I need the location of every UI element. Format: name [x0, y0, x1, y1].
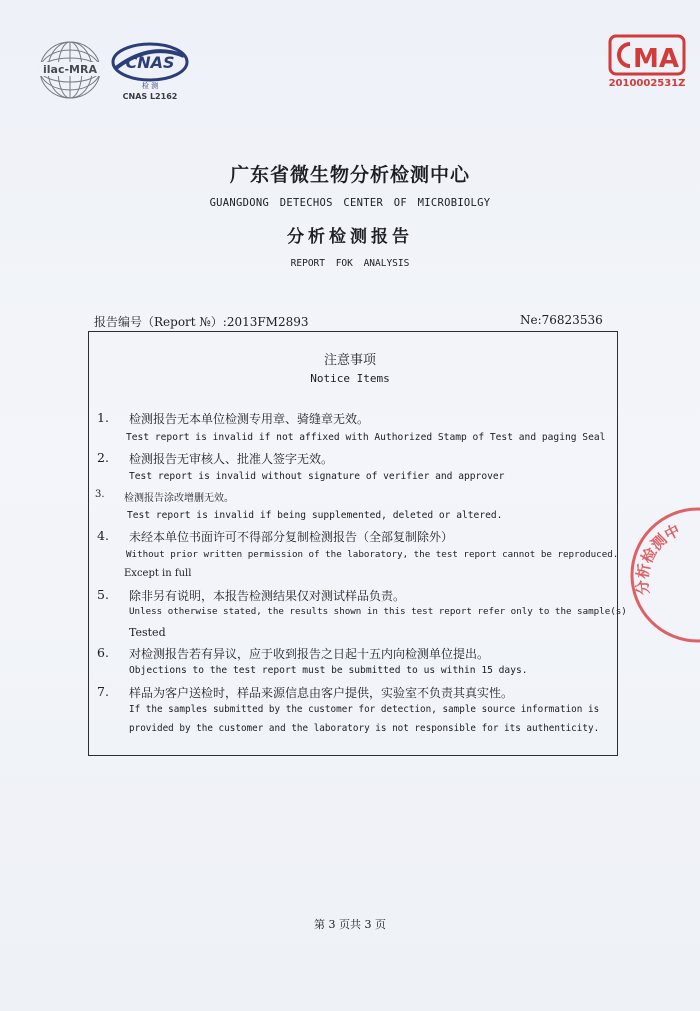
cma-emblem-icon	[606, 34, 688, 78]
notice-item-cn: 样品为客户送检时，样品来源信息由客户提供，实验室不负责其真实性。	[129, 686, 514, 700]
report-title-en: REPORT FOK ANALYSIS	[290, 258, 410, 269]
notice-item-number: 4.	[97, 528, 109, 543]
notice-item-cn: 未经本单位书面许可不得部分复制检测报告（全部复制除外）	[129, 530, 454, 544]
notice-item-en: Test report is invalid without signature of verifier and approver	[129, 471, 505, 482]
notice-item-en: Unless otherwise stated, the results shown in this test report refer only to the sample(s)	[129, 606, 627, 617]
notice-item-number: 3.	[95, 489, 105, 500]
notice-item-en: Objections to the test report must be submitted to us within 15 days.	[129, 665, 528, 676]
notice-item-number: 6.	[97, 645, 109, 660]
report-title-cn: 分析检测报告	[287, 227, 413, 247]
cma-logo	[606, 34, 688, 90]
notice-item-cn: 检测报告无本单位检测专用章、骑缝章无效。	[129, 412, 370, 426]
notice-item-number: 5.	[97, 587, 109, 602]
cnas-code: CNAS L2162	[122, 92, 178, 101]
notice-item-cn: 除非另有说明，本报告检测结果仅对测试样品负责。	[129, 589, 406, 603]
ilac-logo-text: ilac-MRA	[43, 63, 97, 76]
notice-item-number: 1.	[97, 410, 109, 425]
cnas-emblem-icon	[110, 38, 190, 102]
notice-item-number: 2.	[97, 450, 109, 465]
cnas-sub-text: 检 测	[141, 82, 159, 90]
notice-item-en-cont: Tested	[129, 626, 166, 639]
seal-text: 分析检测中心	[633, 521, 684, 596]
notice-item-en: If the samples submitted by the customer for detection, sample source information is	[129, 704, 600, 715]
notice-item-cn: 检测报告无审核人、批准人签字无效。	[129, 452, 334, 466]
cma-number: 2010002531Z	[608, 78, 686, 89]
notice-item-en: Without prior written permission of the laboratory, the test report cannot be reproduced.	[126, 549, 619, 560]
notice-item-cn: 检测报告涂改增删无效。	[124, 493, 234, 504]
ilac-mra-logo	[34, 38, 106, 102]
page-number: 第 3 页共 3 页	[314, 918, 386, 931]
notice-item-en: Test report is invalid if not affixed with Authorized Stamp of Test and paging Seal	[126, 432, 606, 443]
ne-number: Ne:76823536	[520, 313, 603, 327]
cnas-logo	[110, 38, 190, 102]
center-title-cn: 广东省微生物分析检测中心	[229, 164, 470, 186]
cma-logo-text: MA	[633, 44, 679, 74]
notice-title-cn: 注意事项	[323, 353, 376, 368]
cnas-logo-text: CNAS	[125, 53, 175, 72]
center-title-en: GUANGDONG DETECHOS CENTER OF MICROBIOLGY	[209, 197, 491, 209]
notice-title-en: Notice Items	[310, 372, 390, 385]
notice-item-en-cont: Except in full	[124, 568, 192, 579]
notice-item-en-cont: provided by the customer and the laboratory is not responsible for its authenticity.	[129, 723, 600, 734]
notice-item-cn: 对检测报告若有异议，应于收到报告之日起十五内向检测单位提出。	[129, 647, 490, 661]
notice-item-en: Test report is invalid if being supplemented, deleted or altered.	[127, 510, 503, 521]
notice-item-number: 7.	[97, 684, 109, 699]
report-number: 报告编号（Report №）:2013FM2893	[94, 315, 309, 329]
red-seal-stamp	[628, 500, 700, 650]
ilac-globe-icon	[34, 38, 106, 102]
seal-icon	[628, 500, 700, 650]
